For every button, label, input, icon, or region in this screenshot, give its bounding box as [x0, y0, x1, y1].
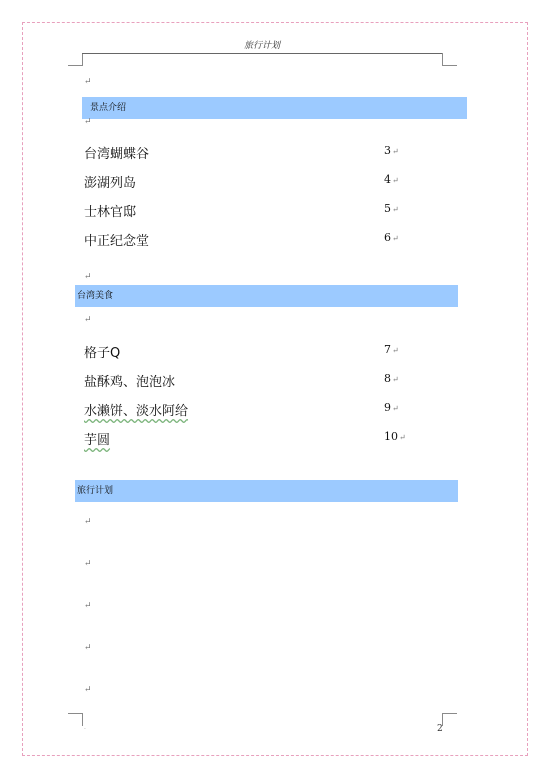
toc-page-number: 10 — [384, 430, 398, 443]
toc-entry-page — [384, 401, 399, 414]
section-heading-attractions[interactable]: 景点介绍 — [82, 97, 467, 119]
toc-page-number: 4 — [384, 173, 391, 186]
toc-entry[interactable] — [84, 429, 414, 449]
page-header[interactable]: 旅行计划 — [243, 41, 280, 51]
toc-entry[interactable] — [84, 371, 414, 391]
toc-entry[interactable] — [84, 143, 414, 163]
paragraph-mark: ↵ — [392, 404, 399, 413]
toc-entry-page — [384, 231, 399, 244]
paragraph-mark: ↵ — [84, 643, 92, 653]
toc-page-number: 6 — [384, 231, 391, 244]
toc-entry-page — [384, 430, 406, 443]
toc-entry[interactable] — [84, 201, 414, 221]
toc-entry-page — [384, 173, 399, 186]
toc-entry-title: 盐酥鸡、泡泡冰 — [84, 375, 176, 390]
paragraph-mark: ↵ — [392, 205, 399, 214]
toc-page-number: 3 — [384, 144, 391, 157]
margin-corner-bottom-right — [442, 713, 457, 726]
paragraph-mark: ↵ — [399, 433, 406, 442]
paragraph-mark: ↵ — [84, 77, 92, 87]
toc-entry-title: 水濑饼、淡水阿给 — [84, 404, 189, 419]
header-rule — [82, 53, 442, 54]
paragraph-mark: ↵ — [392, 176, 399, 185]
toc-entry[interactable] — [84, 400, 414, 420]
paragraph-mark: ↵ — [84, 601, 92, 611]
toc-entry-title: 芋圆 — [84, 433, 111, 448]
toc-entry-page — [384, 202, 399, 215]
margin-corner-bottom-left — [68, 713, 83, 726]
toc-entry-title: 格子Q — [84, 346, 121, 361]
paragraph-mark: ↵ — [84, 272, 92, 282]
margin-corner-top-right — [442, 53, 457, 66]
toc-page-number: 8 — [384, 372, 391, 385]
paragraph-mark: ↵ — [84, 315, 92, 325]
paragraph-mark: ↵ — [84, 685, 92, 695]
paragraph-mark: ↵ — [392, 147, 399, 156]
toc-entry[interactable] — [84, 172, 414, 192]
paragraph-mark: ↵ — [84, 117, 92, 127]
toc-page-number: 7 — [384, 343, 391, 356]
toc-entry-title: 台湾蝴蝶谷 — [84, 147, 150, 162]
toc-entry-page — [384, 144, 399, 157]
paragraph-mark: ↵ — [392, 375, 399, 384]
paragraph-mark: ↵ — [392, 346, 399, 355]
section-heading-travel-plan[interactable]: 旅行计划 — [75, 480, 458, 502]
footer-page-number[interactable]: 2 — [437, 724, 443, 734]
toc-entry-title: 中正纪念堂 — [84, 234, 150, 249]
toc-entry[interactable] — [84, 230, 414, 250]
paragraph-mark: ↵ — [84, 517, 92, 527]
toc-entry-page — [384, 343, 399, 356]
toc-entry-title: 士林官邸 — [84, 205, 137, 220]
paragraph-mark: ↵ — [392, 234, 399, 243]
toc-entry-page — [384, 372, 399, 385]
toc-page-number: 9 — [384, 401, 391, 414]
section-heading-food[interactable]: 台湾美食 — [75, 285, 458, 307]
toc-page-number: 5 — [384, 202, 391, 215]
footer-paragraph-mark: · — [84, 726, 86, 733]
toc-entry[interactable] — [84, 342, 414, 362]
margin-corner-top-left — [68, 53, 83, 66]
paragraph-mark: ↵ — [84, 559, 92, 569]
toc-entry-title: 澎湖列岛 — [84, 176, 137, 191]
